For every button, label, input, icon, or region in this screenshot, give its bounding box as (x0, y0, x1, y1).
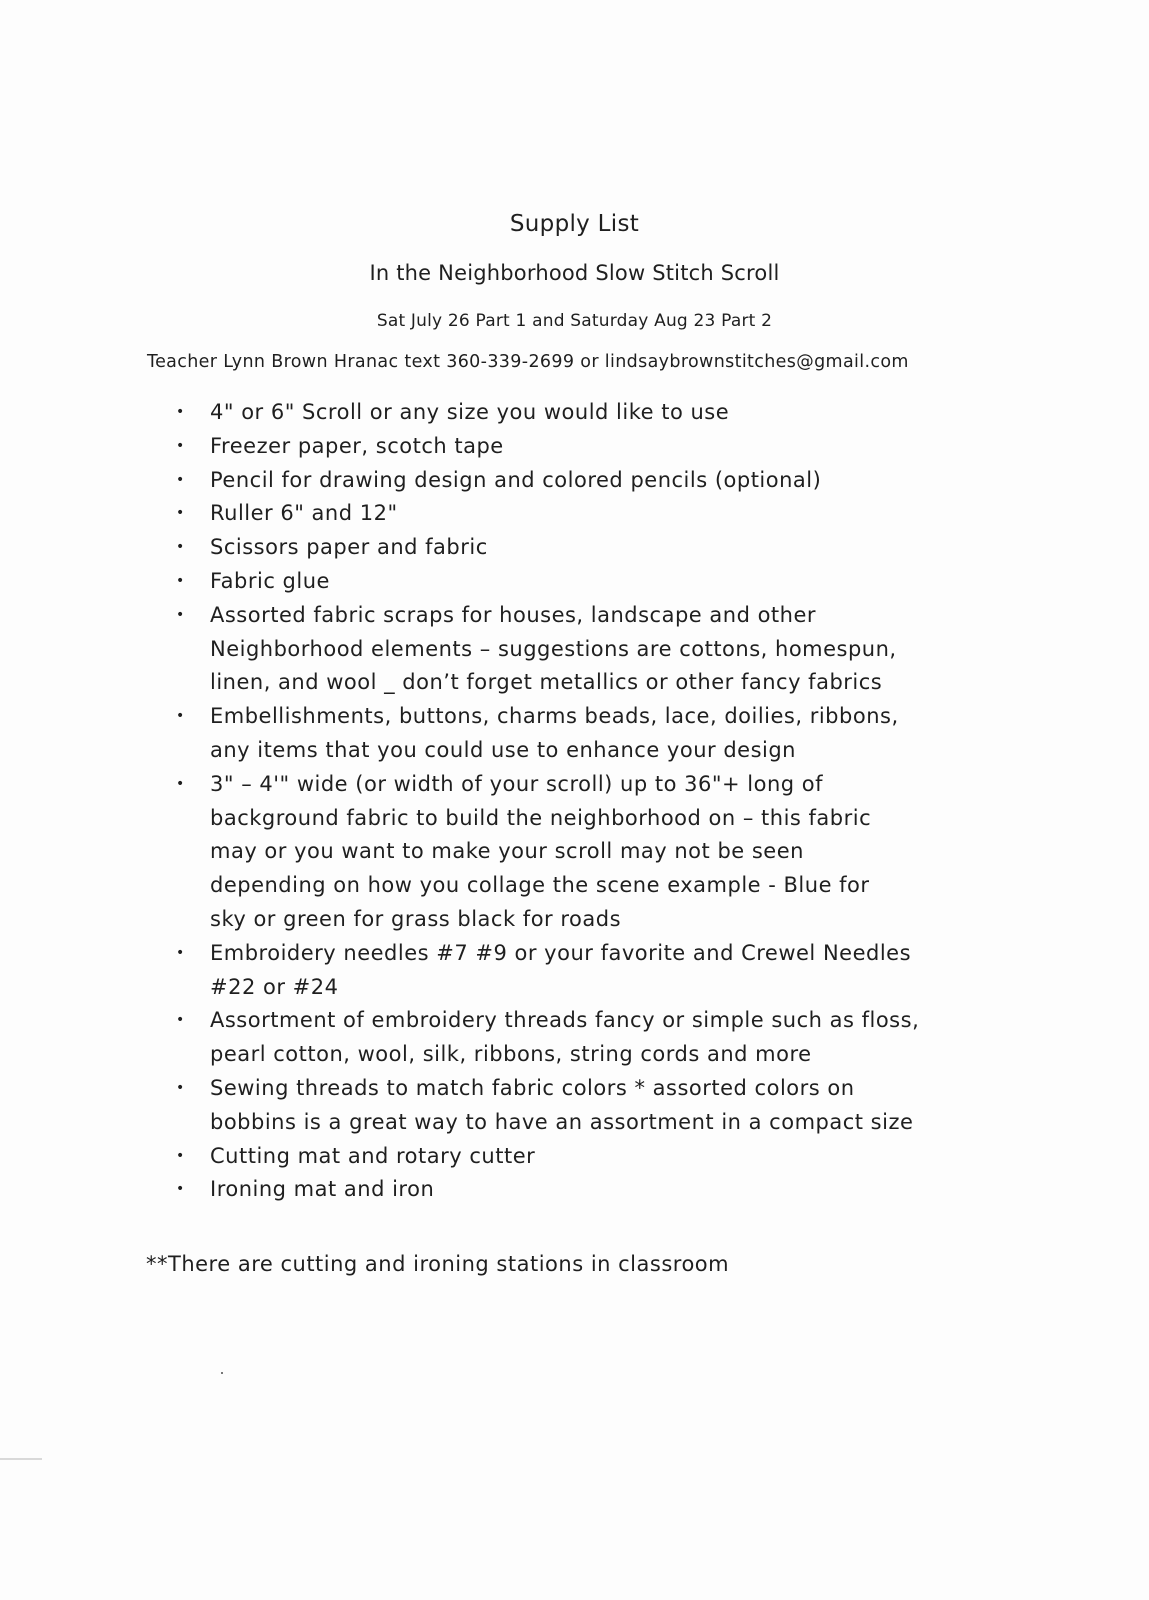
list-item-line: #22 or #24 (210, 974, 339, 999)
class-name: In the Neighborhood Slow Stitch Scroll (369, 261, 780, 285)
list-item-line: Freezer paper, scotch tape (210, 433, 504, 458)
list-item-line: Neighborhood elements – suggestions are cottons, homespun, (210, 636, 897, 661)
list-item (172, 1072, 1052, 1140)
bullet-icon: • (176, 708, 185, 725)
bullet-icon: • (176, 505, 185, 522)
list-item (172, 1140, 1052, 1174)
bullet-icon: • (176, 775, 185, 792)
list-item (172, 430, 1052, 464)
bullet-icon: • (176, 404, 185, 420)
list-item-line: any items that you could use to enhance your design (210, 737, 796, 762)
list-item-line: linen, and wool _ don’t forget metallics or other fancy fabrics (210, 670, 883, 695)
list-item-line: Embellishments, buttons, charms beads, lace, doilies, ribbons, (210, 704, 899, 729)
list-item (172, 497, 1052, 531)
list-item-line: Fabric glue (210, 568, 330, 593)
list-item-line: Ironing mat and iron (210, 1177, 435, 1202)
list-item (172, 396, 1052, 430)
list-item-line: Assortment of embroidery threads fancy or simple such as floss, (210, 1008, 920, 1033)
class-dates: Sat July 26 Part 1 and Saturday Aug 23 Part 2 (376, 311, 773, 331)
list-item (172, 700, 1052, 768)
list-item (172, 1004, 1052, 1072)
list-item-line: 3" – 4'" wide (or width of your scroll) up to 36"+ long of (210, 771, 824, 796)
list-item-line: Scissors paper and fabric (210, 535, 488, 560)
scan-speck (221, 1372, 223, 1374)
list-item (172, 768, 1052, 937)
list-item-line: Ruller 6" and 12" (210, 501, 398, 526)
bullet-icon: • (176, 572, 185, 589)
bullet-icon: • (176, 539, 185, 556)
list-item-line: Cutting mat and rotary cutter (210, 1143, 536, 1168)
list-item (172, 565, 1052, 599)
list-item (172, 1173, 1052, 1207)
list-item-line: Sewing threads to match fabric colors * assorted colors on (210, 1075, 855, 1100)
bullet-icon: • (176, 471, 185, 488)
list-item-line: Pencil for drawing design and colored pencils (optional) (210, 467, 822, 492)
list-item-line: pearl cotton, wool, silk, ribbons, string cords and more (210, 1042, 812, 1067)
list-item (172, 464, 1052, 498)
classroom-note: **There are cutting and ironing stations in classroom (146, 1252, 730, 1276)
bullet-icon: • (176, 944, 185, 961)
list-item (172, 937, 1052, 1005)
bullet-icon: • (176, 1181, 185, 1198)
list-item (172, 599, 1052, 700)
teacher-contact: Teacher Lynn Brown Hranac text 360-339-2699 or lindsaybrownstitches@gmail.com (147, 352, 909, 372)
bullet-icon: • (176, 437, 185, 454)
list-item-line: Embroidery needles #7 #9 or your favorite and Crewel Needles (210, 940, 912, 965)
list-item-line: depending on how you collage the scene example - Blue for (210, 873, 870, 898)
list-item (172, 531, 1052, 565)
list-item-line: background fabric to build the neighborhood on – this fabric (210, 805, 872, 830)
list-item-line: Assorted fabric scraps for houses, landscape and other (210, 602, 817, 627)
list-item-line: may or you want to make your scroll may not be seen (210, 839, 804, 864)
bullet-icon: • (176, 606, 185, 623)
supply-list (172, 396, 1052, 1207)
bullet-icon: • (176, 1012, 185, 1029)
page-title: Supply List (509, 211, 640, 237)
list-item-line: bobbins is a great way to have an assortment in a compact size (210, 1109, 914, 1134)
list-item-line: 4" or 6" Scroll or any size you would like to use (210, 400, 730, 424)
bullet-icon: • (176, 1147, 185, 1164)
bullet-icon: • (176, 1079, 185, 1096)
list-item-line: sky or green for grass black for roads (210, 906, 622, 931)
scan-edge-mark (0, 1458, 42, 1460)
